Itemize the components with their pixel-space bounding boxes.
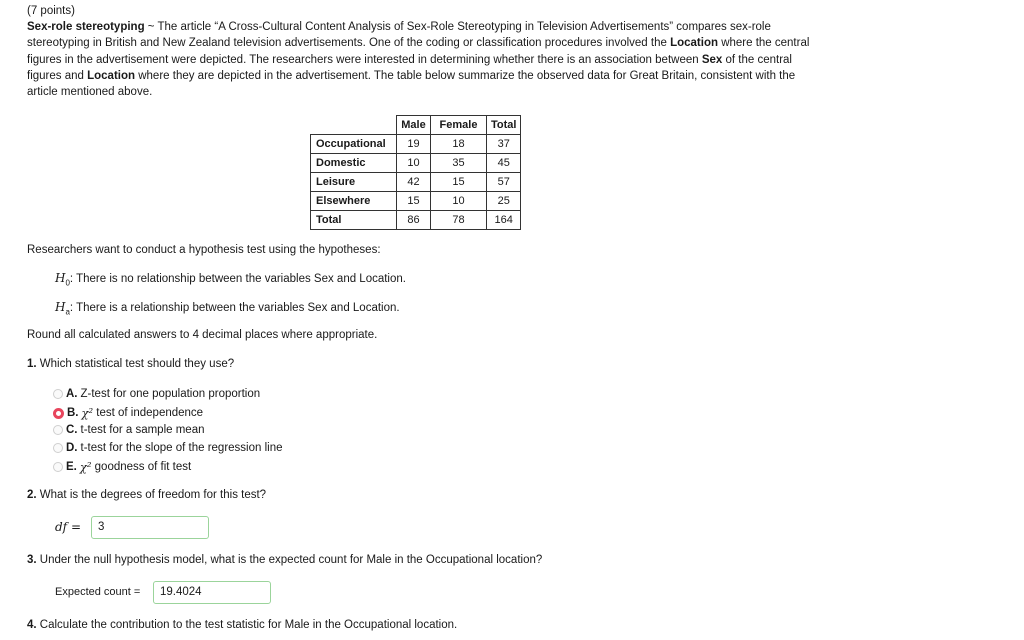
column-header: Male <box>397 116 431 135</box>
radio-option-e[interactable] <box>53 462 63 472</box>
question-1 <box>27 358 234 370</box>
q2-number: 2. <box>27 489 37 501</box>
option-c[interactable] <box>53 422 205 438</box>
row-header: Domestic <box>311 154 397 173</box>
option-e[interactable] <box>53 459 191 475</box>
h0-symbol: H <box>55 271 66 285</box>
table-cell: 164 <box>487 211 521 230</box>
table-cell: 42 <box>397 173 431 192</box>
rounding-instructions: Round all calculated answers to 4 decimal places where appropriate. <box>27 329 378 341</box>
question-2 <box>27 489 266 501</box>
table-cell: 19 <box>397 135 431 154</box>
table-row <box>311 211 521 230</box>
table-cell: 37 <box>487 135 521 154</box>
table-cell: 18 <box>431 135 487 154</box>
option-c-text: t-test for a sample mean <box>80 424 205 436</box>
table-row <box>311 192 521 211</box>
radio-option-c[interactable] <box>53 425 63 435</box>
table-cell: 15 <box>397 192 431 211</box>
question-3 <box>27 554 542 566</box>
expected-count-input[interactable]: 19.4024 <box>153 581 271 604</box>
q3-text: Under the null hypothesis model, what is the expected count for Male in the Occupational location? <box>36 554 543 566</box>
h0-text: : There is no relationship between the variables Sex and Location. <box>69 273 406 285</box>
column-header: Total <box>487 116 521 135</box>
option-b[interactable] <box>53 405 203 421</box>
table-cell: 35 <box>431 154 487 173</box>
df-label: df = <box>55 520 81 534</box>
intro-bold-location-2: Location <box>87 69 136 82</box>
ha-text: : There is a relationship between the variables Sex and Location. <box>69 302 400 314</box>
option-e-letter: E. <box>66 461 77 473</box>
points-label: (7 points) <box>27 5 75 17</box>
intro-bold-sex: Sex <box>701 53 723 66</box>
table-corner-cell <box>311 116 397 135</box>
option-a-text: Z-test for one population proportion <box>80 388 261 400</box>
table-row <box>311 154 521 173</box>
table-cell: 10 <box>397 154 431 173</box>
h0-subscript: 0 <box>65 278 70 288</box>
q1-text: Which statistical test should they use? <box>36 358 235 370</box>
column-header: Female <box>431 116 487 135</box>
radio-option-b-selected[interactable] <box>53 408 64 419</box>
problem-title: Sex-role stereotyping <box>27 21 145 33</box>
intro-bold-location-1: Location <box>670 37 718 50</box>
option-b-letter: B. <box>67 407 79 419</box>
intro-text-1: The article “A Cross-Cultural Content Analysis of Sex-Role Stereotyping in Television Advertisements” compares sex-role stereotyping in British and New Zealand television advertisements. One of the coding or classification procedures involved the <box>27 21 771 50</box>
option-c-letter: C. <box>66 424 78 436</box>
table-cell: 78 <box>431 211 487 230</box>
option-e-text: goodness of fit test <box>91 461 192 473</box>
table-cell: 10 <box>431 192 487 211</box>
row-header: Elsewhere <box>311 192 397 211</box>
ha-subscript: a <box>65 307 70 317</box>
table-header-row <box>311 116 521 135</box>
radio-option-d[interactable] <box>53 443 63 453</box>
df-input[interactable]: 3 <box>91 516 209 539</box>
intro-text-3: of the central figures and <box>27 53 792 82</box>
option-b-text: test of independence <box>93 407 204 419</box>
chi-square-symbol: χ² <box>79 460 92 474</box>
expected-count-label: Expected count = <box>55 586 141 598</box>
option-d-letter: D. <box>66 442 78 454</box>
hypotheses-lead: Researchers want to conduct a hypothesis test using the hypotheses: <box>27 244 381 256</box>
table-cell: 86 <box>397 211 431 230</box>
intro-text-2: where the central figures in the advertisement were depicted. The researchers were interested in determining whether there is an association between <box>27 37 810 66</box>
title-separator: ~ <box>144 21 158 33</box>
q1-number: 1. <box>27 358 37 370</box>
row-header: Total <box>311 211 397 230</box>
problem-intro <box>27 19 827 100</box>
q2-text: What is the degrees of freedom for this test? <box>36 489 267 501</box>
alternative-hypothesis <box>55 300 400 316</box>
table-cell: 57 <box>487 173 521 192</box>
null-hypothesis <box>55 271 406 287</box>
row-header: Occupational <box>311 135 397 154</box>
q3-number: 3. <box>27 554 37 566</box>
table-row <box>311 135 521 154</box>
row-header: Leisure <box>311 173 397 192</box>
table-cell: 25 <box>487 192 521 211</box>
table-cell: 15 <box>431 173 487 192</box>
table-cell: 45 <box>487 154 521 173</box>
question-4 <box>27 619 457 631</box>
q4-text: Calculate the contribution to the test statistic for Male in the Occupational location. <box>36 619 458 631</box>
option-a-letter: A. <box>66 388 78 400</box>
option-a[interactable] <box>53 386 260 402</box>
table-row <box>311 173 521 192</box>
chi-square-symbol: χ² <box>81 406 94 420</box>
radio-option-a[interactable] <box>53 389 63 399</box>
option-d-text: t-test for the slope of the regression line <box>80 442 283 454</box>
observed-data-table <box>310 115 521 230</box>
option-d[interactable] <box>53 440 283 456</box>
ha-symbol: H <box>55 300 66 314</box>
intro-text-4: where they are depicted in the advertisement. The table below summarize the observed data for Great Britain, consistent with the article mentioned above. <box>27 69 796 99</box>
q4-number: 4. <box>27 619 37 631</box>
